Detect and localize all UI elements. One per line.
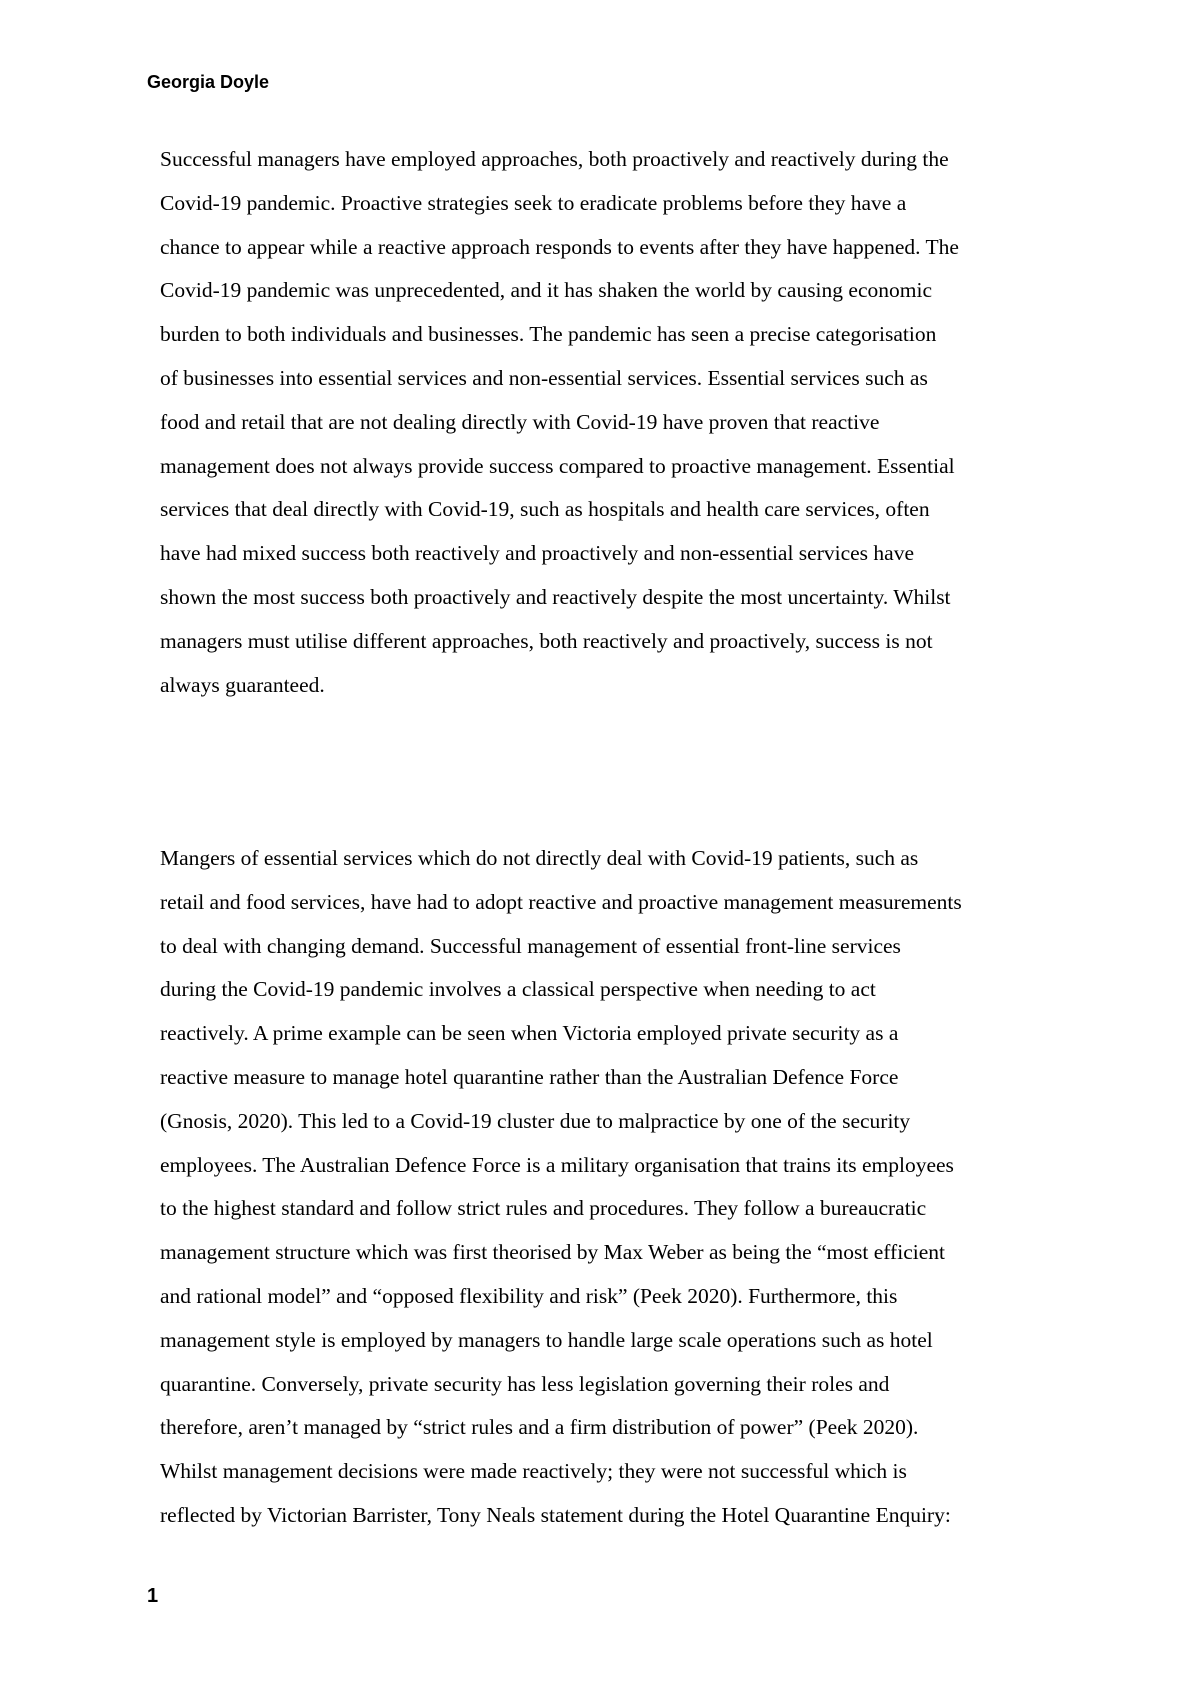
text-line: management does not always provide success compared to proactive management. Essential — [160, 453, 955, 478]
text-line: employees. The Australian Defence Force is a military organisation that trains its employees — [160, 1152, 954, 1177]
text-line: during the Covid-19 pandemic involves a classical perspective when needing to act — [160, 977, 876, 1002]
text-line: management structure which was first theorised by Max Weber as being the “most efficient — [160, 1240, 945, 1265]
text-line: reflected by Victorian Barrister, Tony Neals statement during the Hotel Quarantine Enquiry: — [160, 1502, 951, 1527]
text-line: Successful managers have employed approaches, both proactively and reactively during the — [160, 147, 949, 171]
text-line: reactively. A prime example can be seen when Victoria employed private security as a — [160, 1021, 899, 1046]
text-line: services that deal directly with Covid-19, such as hospitals and health care services, often — [160, 497, 930, 522]
text-line: Covid-19 pandemic. Proactive strategies seek to eradicate problems before they have a — [160, 190, 907, 215]
text-line: of businesses into essential services and non-essential services. Essential services such as — [160, 365, 928, 390]
text-line: burden to both individuals and businesses. The pandemic has seen a precise categorisation — [160, 322, 937, 347]
text-line: Whilst management decisions were made reactively; they were not successful which is — [160, 1459, 907, 1484]
text-line: therefore, aren’t managed by “strict rules and a firm distribution of power” (Peek 2020). — [160, 1415, 919, 1440]
text-line: reactive measure to manage hotel quarantine rather than the Australian Defence Force — [160, 1064, 899, 1089]
text-line: to deal with changing demand. Successful management of essential front-line services — [160, 933, 901, 958]
text-line: food and retail that are not dealing directly with Covid-19 have proven that reactive — [160, 409, 880, 434]
text-line: management style is employed by managers to handle large scale operations such as hotel — [160, 1327, 933, 1352]
paragraph-2 — [160, 837, 1060, 1538]
text-line: and rational model” and “opposed flexibility and risk” (Peek 2020). Furthermore, this — [160, 1283, 898, 1308]
text-line: to the highest standard and follow strict rules and procedures. They follow a bureaucratic — [160, 1196, 927, 1221]
text-line: (Gnosis, 2020). This led to a Covid-19 cluster due to malpractice by one of the security — [160, 1108, 911, 1133]
paragraph-1 — [160, 138, 1060, 707]
text-line: have had mixed success both reactively and proactively and non-essential services have — [160, 541, 915, 566]
text-line: chance to appear while a reactive approach responds to events after they have happened. The — [160, 234, 959, 259]
text-line: Covid-19 pandemic was unprecedented, and it has shaken the world by causing economic — [160, 278, 932, 303]
text-line: managers must utilise different approaches, both reactively and proactively, success is not — [160, 628, 933, 653]
text-line: always guaranteed. — [160, 672, 325, 697]
author-header: Georgia Doyle — [147, 72, 270, 92]
text-line: shown the most success both proactively and reactively despite the most uncertainty. Whilst — [160, 584, 951, 609]
page-number: 1 — [147, 1585, 159, 1607]
text-line: Mangers of essential services which do not directly deal with Covid-19 patients, such as — [160, 846, 919, 870]
text-line: retail and food services, have had to adopt reactive and proactive management measurements — [160, 889, 962, 914]
text-line: quarantine. Conversely, private security has less legislation governing their roles and — [160, 1371, 890, 1396]
